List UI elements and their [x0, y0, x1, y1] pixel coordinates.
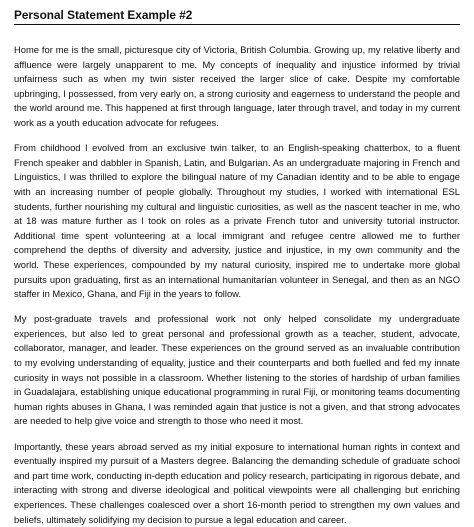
title-spacer: [14, 25, 460, 43]
document-title: Personal Statement Example #2: [14, 8, 460, 25]
paragraph-1: Home for me is the small, picturesque city of Victoria, British Columbia. Growing up, my relative liberty and affluence were largely unapparent to me. My concepts of inequality and injustice informed by trivial unfairness such as when my twin sister received the larger slice of cake. Despite my comfortable upbringing, I possessed, from very early on, a strong curiosity and eagerness to understand the people and the world around me. This happened at first through language, later through travel, and today in my current work as a youth education advocate for refugees.: [14, 44, 460, 128]
paragraph-2: From childhood I evolved from an exclusive twin talker, to an English-speaking chatterbox, to a fluent French speaker and dabbler in Spanish, Latin, and Bulgarian. As an undergraduate majoring in French and Linguistics, I was thrilled to explore the bilingual nature of my Canadian identity and to be able to engage with an increasing number of people globally. Throughout my studies, I worked with international ESL students, further nourishing my cultural and linguistic curiosities, as well as the nascent teacher in me, who at 18 was mature further as I took on roles as a private French tutor and university tutorial instructor. Additional time spent volunteering at a local immigrant and refugee centre allowed me to further comprehend the depths of diversity and adversity, justice and injustice, in my own community and the world. These experiences, compounded by my natural curiosity, inspired me to undertake more global pursuits upon graduating, first as an international humanitarian volunteer in Senegal, and then as an NGO staffer in Mexico, Ghana, and Fiji in the years to follow.: [14, 142, 460, 300]
paragraph-3: My post-graduate travels and professional work not only helped consolidate my undergraduate experiences, but also led to great personal and professional growth as a teacher, student, advocate, collaborator, manager, and leader. These experiences on the ground served as an invaluable contribution to my evolving understanding of equality, justice and their counterparts and both fuelled and fed my innate curiosity in ways not possible in a classroom. Whether listening to the stories of hardship of urban families in Guadalajara, establishing unique educational programming in rural Fiji, or monitoring teams documenting human rights abuses in Ghana, I was reminded again that justice is not a given, and that strong advocates are needed to help give voice and strength to those who need it most.: [14, 313, 460, 427]
paragraph-4: Importantly, these years abroad served as my initial exposure to international human rights in context and eventually inspired my pursuit of a Masters degree. Balancing the demanding schedule of graduate school and part time work, conducting in-depth education and policy research, participating in rigorous debate, and interacting with strong and diverse ideological and political viewpoints were all challenging but enriching experiences. These challenges coalesced over a short 16-month period to strengthen my own values and beliefs, ultimately solidifying my decision to pursue a legal education and career.: [14, 440, 460, 525]
